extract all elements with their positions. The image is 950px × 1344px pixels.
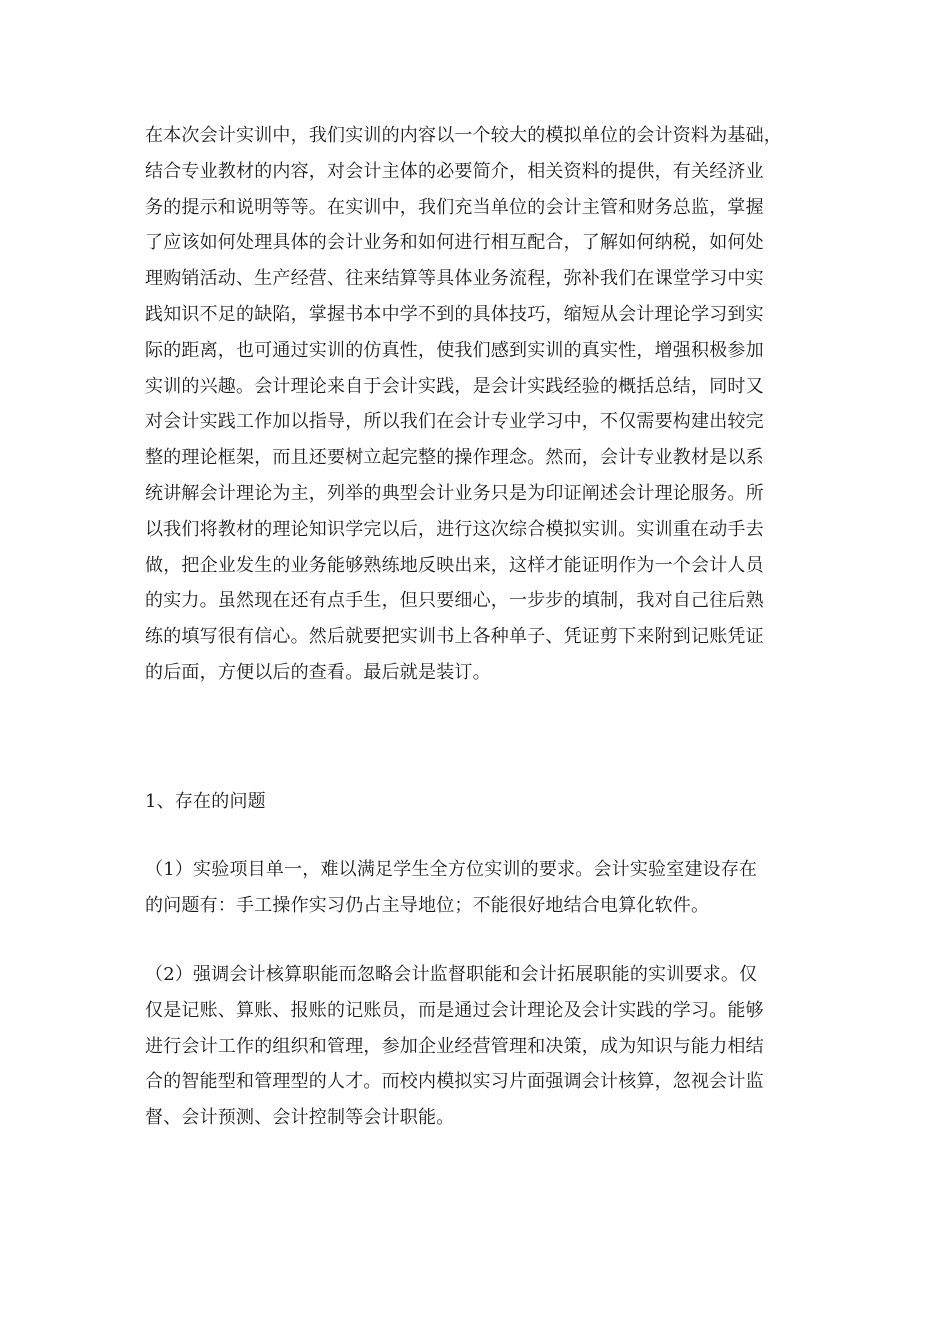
paragraph-line: 仅是记账、算账、报账的记账员，而是通过会计理论及会计实践的学习。能够	[145, 999, 764, 1021]
paragraph-line: （2）强调会计核算职能而忽略会计监督职能和会计拓展职能的实训要求。仅	[145, 964, 758, 985]
paragraph-line: 在本次会计实训中，我们实训的内容以一个较大的模拟单位的会计资料为基础，	[145, 125, 782, 146]
paragraph-line: 以我们将教材的理论知识学完以后，进行这次综合模拟实训。实训重在动手去	[145, 518, 764, 540]
section-heading-text: 1、存在的问题	[145, 791, 266, 812]
paragraph-line: 了应该如何处理具体的会计业务和如何进行相互配合，了解如何纳税，如何处	[145, 232, 764, 254]
paragraph-line: 务的提示和说明等等。在实训中，我们充当单位的会计主管和财务总监，掌握	[145, 196, 764, 218]
paragraph-line: 督、会计预测、会计控制等会计职能。	[145, 1107, 455, 1129]
paragraph-line: 合的智能型和管理型的人才。而校内模拟实习片面强调会计核算，忽视会计监	[145, 1071, 764, 1093]
paragraph-line: 进行会计工作的组织和管理，参加企业经营管理和决策，成为知识与能力相结	[145, 1035, 764, 1057]
intro-paragraph	[145, 118, 805, 691]
paragraph-line: 做，把企业发生的业务能够熟练地反映出来，这样才能证明作为一个会计人员	[145, 554, 764, 576]
paragraph-line: 结合专业教材的内容，对会计主体的必要简介，相关资料的提供，有关经济业	[145, 160, 764, 182]
paragraph-line: 际的距离，也可通过实训的仿真性，使我们感到实训的真实性，增强积极参加	[145, 339, 764, 361]
paragraph-line: 的后面，方便以后的查看。最后就是装订。	[145, 661, 491, 683]
paragraph-line: 统讲解会计理论为主，列举的典型会计业务只是为印证阐述会计理论服务。所	[145, 482, 764, 504]
paragraph-line: 践知识不足的缺陷，掌握书本中学不到的具体技巧，缩短从会计理论学习到实	[145, 303, 764, 325]
section-heading	[145, 784, 805, 820]
paragraph-line: 理购销活动、生产经营、往来结算等具体业务流程，弥补我们在课堂学习中实	[145, 268, 764, 290]
paragraph-line: 实训的兴趣。会计理论来自于会计实践，是会计实践经验的概括总结，同时又	[145, 375, 764, 397]
paragraph-line: 对会计实践工作加以指导，所以我们在会计专业学习中，不仅需要构建出较完	[145, 411, 764, 433]
problem-item-1	[145, 852, 805, 924]
paragraph-line: 练的填写很有信心。然后就要把实训书上各种单子、凭证剪下来附到记账凭证	[145, 626, 764, 648]
paragraph-line: 的问题有：手工操作实习仍占主导地位；不能很好地结合电算化软件。	[145, 894, 710, 916]
problem-item-2	[145, 957, 805, 1136]
paragraph-line: （1）实验项目单一，难以满足学生全方位实训的要求。会计实验室建设存在	[145, 859, 758, 880]
paragraph-line: 的实力。虽然现在还有点手生，但只要细心，一步步的填制，我对自己往后熟	[145, 590, 764, 612]
paragraph-line: 整的理论框架，而且还要树立起完整的操作理念。然而，会计专业教材是以系	[145, 447, 764, 469]
